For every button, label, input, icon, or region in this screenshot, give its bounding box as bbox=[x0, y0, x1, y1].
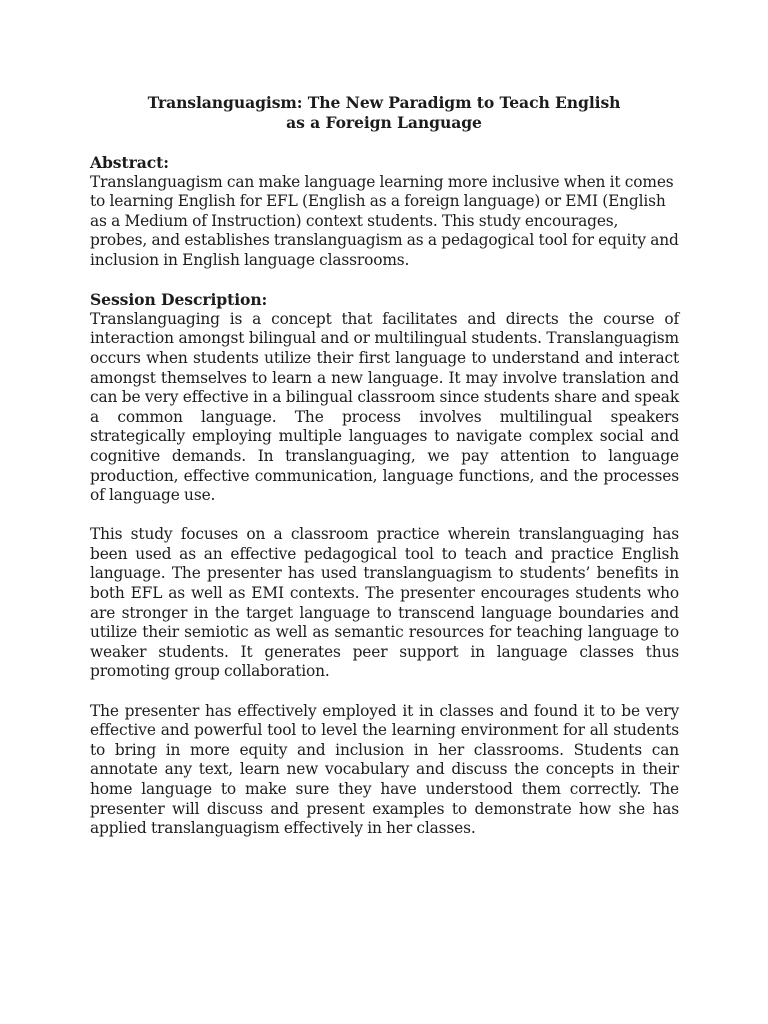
abstract-heading: Abstract: bbox=[90, 153, 169, 172]
document-body bbox=[90, 153, 679, 839]
document-title bbox=[90, 93, 678, 133]
session-description-heading: Session Description: bbox=[90, 290, 268, 310]
paragraph-spacer bbox=[90, 506, 679, 526]
title-line-2: as a Foreign Language bbox=[286, 113, 482, 132]
paragraph-spacer bbox=[90, 682, 679, 702]
session-paragraph-3: The presenter has effectively employed it in classes and found it to be very effective and powerful tool to level the learning environment for all students to bring in more equity and inclusion in her classrooms. Students can annotate any text, learn new vocabulary and discuss the concepts in their home language to make sure they have understood them correctly. The presenter will discuss and present examples to demonstrate how she has applied translanguagism effectively in her classes. bbox=[90, 701, 679, 838]
session-paragraph-1: Translanguaging is a concept that facilitates and directs the course of interaction amongst bilingual and or multilingual students. Translanguagism occurs when students utilize their first language to understand and interact amongst themselves to learn a new language. It may involve translation and can be very effective in a bilingual classroom since students share and speak a common language. The process involves multilingual speakers strategically employing multiple languages to navigate complex social and cognitive demands. In translanguaging, we pay attention to language production, effective communication, language functions, and the processes of language use. bbox=[90, 309, 679, 505]
session-paragraph-2: This study focuses on a classroom practice wherein translanguaging has been used as an effective pedagogical tool to teach and practice English language. The presenter has used translanguagism to students’ benefits in both EFL as well as EMI contexts. The presenter encourages students who are stronger in the target language to transcend language boundaries and utilize their semiotic as well as semantic resources for teaching language to weaker students. It generates peer support in language classes thus promoting group collaboration. bbox=[90, 525, 679, 681]
title-line-1: Translanguagism: The New Paradigm to Teach English bbox=[147, 93, 621, 112]
section-spacer bbox=[90, 271, 679, 291]
abstract-paragraph: Translanguagism can make language learning more inclusive when it comes to learning English for EFL (English as a foreign language) or EMI (English as a Medium of Instruction) context students. This study encourages, probes, and establishes translanguagism as a pedagogical tool for equity and inclusion in English language classrooms. bbox=[90, 172, 679, 269]
